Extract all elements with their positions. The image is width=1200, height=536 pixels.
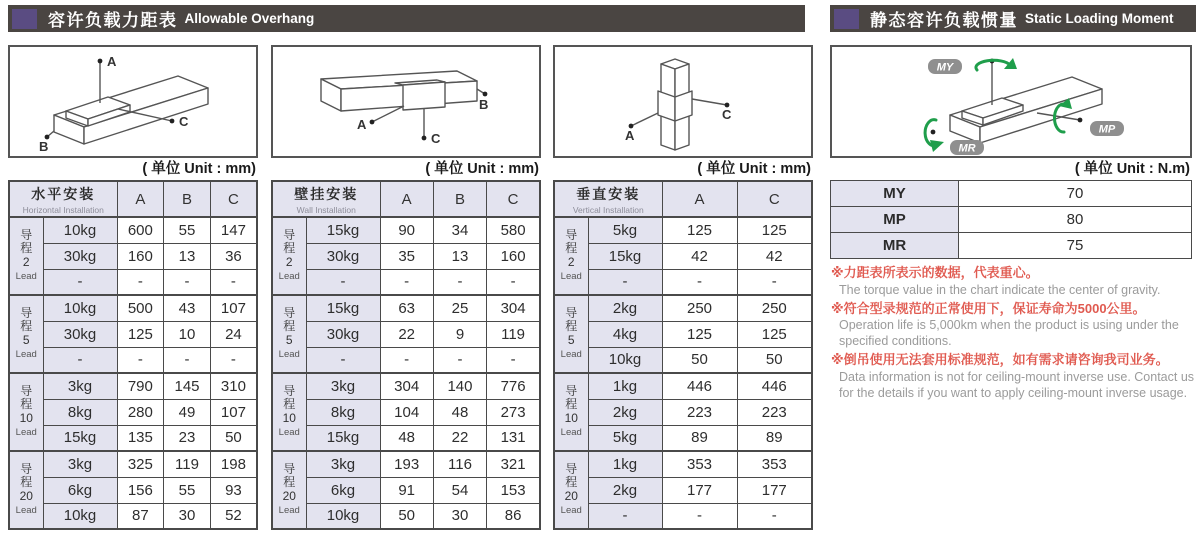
load-cell: 3kg	[306, 373, 380, 399]
table-row	[272, 321, 540, 347]
load-cell: 10kg	[43, 503, 117, 529]
value-cell: 304	[380, 373, 433, 399]
value-cell: -	[380, 269, 433, 295]
table-row	[831, 207, 1192, 233]
value-cell: 353	[737, 451, 812, 477]
note-zh: ※倒吊使用无法套用标准规范，如有需求请咨询我司业务。	[831, 352, 1169, 368]
value-cell: 22	[433, 425, 486, 451]
load-cell: 15kg	[43, 425, 117, 451]
mp-badge: MP	[1098, 123, 1116, 136]
lead-header: 导 程 2 Lead	[272, 217, 306, 295]
moment-label: MY	[831, 181, 959, 207]
value-cell: 177	[737, 477, 812, 503]
load-cell: 1kg	[588, 451, 662, 477]
value-cell: 250	[737, 295, 812, 321]
point-b-label: B	[479, 97, 489, 112]
table-row	[9, 269, 257, 295]
moment-value: 80	[959, 207, 1192, 233]
value-cell: 91	[380, 477, 433, 503]
table-row	[554, 503, 812, 529]
value-cell: 34	[433, 217, 486, 243]
lead-header: 导 程 20 Lead	[9, 451, 43, 529]
load-cell: 2kg	[588, 399, 662, 425]
value-cell: 125	[737, 321, 812, 347]
column-header: A	[117, 181, 164, 217]
value-cell: 153	[487, 477, 540, 503]
value-cell: 125	[117, 321, 164, 347]
load-cell: 6kg	[306, 477, 380, 503]
table-row	[272, 269, 540, 295]
unit-label-mm: ( 单位 Unit : mm)	[425, 161, 539, 177]
value-cell: 145	[164, 373, 211, 399]
value-cell: -	[662, 269, 737, 295]
point-a-label: A	[625, 128, 635, 143]
moment-label: MP	[831, 207, 959, 233]
accent-square-icon	[834, 9, 859, 29]
unit-label-nm: ( 单位 Unit : N.m)	[1074, 161, 1190, 177]
value-cell: 446	[737, 373, 812, 399]
note-en: Operation life is 5,000km when the product is using under the specified conditions.	[839, 318, 1179, 349]
value-cell: -	[433, 269, 486, 295]
table-title: 水平安装 Horizontal Installation	[9, 181, 117, 217]
value-cell: 50	[210, 425, 257, 451]
value-cell: 48	[433, 399, 486, 425]
table-row	[554, 243, 812, 269]
load-cell: 15kg	[588, 243, 662, 269]
load-cell: 30kg	[306, 243, 380, 269]
table-row	[272, 295, 540, 321]
load-cell: 30kg	[306, 321, 380, 347]
point-a-label: A	[107, 54, 117, 69]
value-cell: -	[487, 347, 540, 373]
value-cell: 147	[210, 217, 257, 243]
lead-header: 导 程 5 Lead	[9, 295, 43, 373]
value-cell: 177	[662, 477, 737, 503]
note-zh: ※符合型录规范的正常使用下，保证寿命为5000公里。	[831, 300, 1146, 316]
table-row	[554, 217, 812, 243]
table-row	[554, 399, 812, 425]
value-cell: 107	[210, 295, 257, 321]
value-cell: 30	[433, 503, 486, 529]
table-row	[272, 451, 540, 477]
point-b-label: B	[39, 139, 49, 154]
left-section-header	[8, 5, 805, 32]
lead-header: 导 程 10 Lead	[272, 373, 306, 451]
value-cell: -	[433, 347, 486, 373]
value-cell: 600	[117, 217, 164, 243]
load-cell: 15kg	[306, 295, 380, 321]
lead-header: 导 程 2 Lead	[9, 217, 43, 295]
load-cell: 1kg	[588, 373, 662, 399]
load-cell: 5kg	[588, 425, 662, 451]
load-cell: 10kg	[43, 217, 117, 243]
table-row	[9, 321, 257, 347]
table-row	[554, 451, 812, 477]
value-cell: 10	[164, 321, 211, 347]
note-en: Data information is not for ceiling-mount inverse use. Contact us for the details if you want to apply ceiling-mount inverse usage.	[839, 369, 1195, 400]
value-cell: 24	[210, 321, 257, 347]
value-cell: 500	[117, 295, 164, 321]
note-item	[831, 264, 1200, 298]
value-cell: 776	[487, 373, 540, 399]
load-cell: 5kg	[588, 217, 662, 243]
vertical-installation-column	[553, 45, 813, 530]
column-header: A	[380, 181, 433, 217]
table-row	[272, 399, 540, 425]
wall-installation-diagram	[273, 47, 539, 156]
note-en: The torque value in the chart indicate the center of gravity.	[839, 282, 1161, 297]
moment-value: 75	[959, 233, 1192, 259]
table-row	[9, 373, 257, 399]
value-cell: 446	[662, 373, 737, 399]
moment-diagram-box	[830, 45, 1192, 158]
value-cell: 23	[164, 425, 211, 451]
value-cell: 30	[164, 503, 211, 529]
unit-label-mm: ( 单位 Unit : mm)	[697, 161, 811, 177]
load-cell: 6kg	[43, 477, 117, 503]
load-cell: 10kg	[306, 503, 380, 529]
column-header: B	[164, 181, 211, 217]
table-row	[272, 425, 540, 451]
value-cell: -	[117, 347, 164, 373]
point-c-label: C	[722, 107, 732, 122]
table-row	[272, 477, 540, 503]
value-cell: 223	[662, 399, 737, 425]
value-cell: 325	[117, 451, 164, 477]
horizontal-diagram-box	[8, 45, 258, 158]
table-row	[554, 477, 812, 503]
load-cell: -	[306, 269, 380, 295]
column-header: B	[433, 181, 486, 217]
value-cell: -	[117, 269, 164, 295]
value-cell: 223	[737, 399, 812, 425]
horizontal-installation-diagram	[10, 47, 256, 156]
value-cell: 50	[737, 347, 812, 373]
table-title: 壁挂安装 Wall Installation	[272, 181, 380, 217]
value-cell: 50	[662, 347, 737, 373]
value-cell: 580	[487, 217, 540, 243]
load-cell: 2kg	[588, 295, 662, 321]
vertical-table-host	[553, 180, 813, 530]
value-cell: 89	[737, 425, 812, 451]
value-cell: 119	[487, 321, 540, 347]
value-cell: 50	[380, 503, 433, 529]
load-cell: 15kg	[306, 217, 380, 243]
table-row	[272, 217, 540, 243]
value-cell: 35	[380, 243, 433, 269]
right-title-en: Static Loading Moment	[1025, 11, 1174, 26]
value-cell: 87	[117, 503, 164, 529]
table-row	[9, 347, 257, 373]
load-cell: -	[588, 503, 662, 529]
table-row	[9, 243, 257, 269]
lead-header: 导 程 2 Lead	[554, 217, 588, 295]
table-row	[9, 295, 257, 321]
value-cell: 310	[210, 373, 257, 399]
lead-header: 导 程 10 Lead	[9, 373, 43, 451]
table-row	[9, 217, 257, 243]
value-cell: -	[164, 347, 211, 373]
table-header-row	[272, 181, 540, 217]
right-title-zh: 静态容许负载惯量	[870, 11, 1018, 30]
table-header-row	[554, 181, 812, 217]
my-badge: MY	[936, 61, 954, 74]
static-moment-column	[830, 45, 1192, 259]
load-cell: 10kg	[43, 295, 117, 321]
table-row	[554, 373, 812, 399]
table-row	[9, 399, 257, 425]
table-row	[554, 295, 812, 321]
table-row	[9, 425, 257, 451]
lead-header: 导 程 20 Lead	[272, 451, 306, 529]
horizontal-installation-column	[8, 45, 258, 530]
value-cell: 13	[164, 243, 211, 269]
table-row	[9, 451, 257, 477]
value-cell: -	[210, 269, 257, 295]
static-moment-table	[830, 180, 1192, 259]
value-cell: 107	[210, 399, 257, 425]
wall-diagram-box	[271, 45, 541, 158]
table-row	[554, 321, 812, 347]
value-cell: 9	[433, 321, 486, 347]
point-c-label: C	[179, 114, 189, 129]
value-cell: -	[737, 269, 812, 295]
value-cell: -	[210, 347, 257, 373]
lead-header: 导 程 5 Lead	[272, 295, 306, 373]
value-cell: 52	[210, 503, 257, 529]
load-cell: -	[306, 347, 380, 373]
vertical-diagram-box	[553, 45, 813, 158]
value-cell: 42	[662, 243, 737, 269]
table-row	[9, 503, 257, 529]
moment-diagram	[832, 47, 1190, 156]
column-header: A	[662, 181, 737, 217]
value-cell: 63	[380, 295, 433, 321]
value-cell: 90	[380, 217, 433, 243]
value-cell: -	[662, 503, 737, 529]
value-cell: 135	[117, 425, 164, 451]
load-cell: 4kg	[588, 321, 662, 347]
value-cell: 353	[662, 451, 737, 477]
table-row	[272, 503, 540, 529]
load-cell: 3kg	[306, 451, 380, 477]
value-cell: 160	[117, 243, 164, 269]
load-cell: 8kg	[306, 399, 380, 425]
value-cell: 198	[210, 451, 257, 477]
table-title: 垂直安装 Vertical Installation	[554, 181, 662, 217]
note-zh: ※力距表所表示的数据，代表重心。	[831, 265, 1039, 280]
load-cell: -	[43, 347, 117, 373]
value-cell: 48	[380, 425, 433, 451]
left-title-en: Allowable Overhang	[184, 11, 315, 26]
unit-label-mm: ( 单位 Unit : mm)	[142, 161, 256, 177]
value-cell: 86	[487, 503, 540, 529]
value-cell: 125	[662, 321, 737, 347]
load-cell: 30kg	[43, 321, 117, 347]
note-item	[831, 300, 1200, 350]
value-cell: 156	[117, 477, 164, 503]
left-title-zh: 容许负载力距表	[48, 11, 178, 30]
value-cell: 160	[487, 243, 540, 269]
mr-badge: MR	[958, 142, 976, 155]
load-cell: 30kg	[43, 243, 117, 269]
wall-table-host	[271, 180, 541, 530]
load-cell: 3kg	[43, 451, 117, 477]
value-cell: 280	[117, 399, 164, 425]
value-cell: 25	[433, 295, 486, 321]
load-cell: -	[588, 269, 662, 295]
value-cell: 89	[662, 425, 737, 451]
moment-label: MR	[831, 233, 959, 259]
load-cell: 8kg	[43, 399, 117, 425]
table-row	[272, 347, 540, 373]
value-cell: -	[737, 503, 812, 529]
value-cell: 13	[433, 243, 486, 269]
value-cell: 36	[210, 243, 257, 269]
value-cell: 104	[380, 399, 433, 425]
value-cell: 49	[164, 399, 211, 425]
value-cell: 55	[164, 477, 211, 503]
value-cell: -	[380, 347, 433, 373]
value-cell: 54	[433, 477, 486, 503]
installation-table	[553, 180, 813, 530]
installation-table	[271, 180, 541, 530]
value-cell: 22	[380, 321, 433, 347]
vertical-installation-diagram	[555, 47, 811, 156]
column-header: C	[210, 181, 257, 217]
column-header: C	[737, 181, 812, 217]
note-item	[831, 351, 1200, 401]
value-cell: -	[164, 269, 211, 295]
moment-value: 70	[959, 181, 1192, 207]
table-row	[272, 373, 540, 399]
value-cell: 125	[662, 217, 737, 243]
table-row	[9, 477, 257, 503]
load-cell: 3kg	[43, 373, 117, 399]
point-c-label: C	[431, 131, 441, 146]
load-cell: 15kg	[306, 425, 380, 451]
wall-installation-column	[271, 45, 541, 530]
value-cell: 93	[210, 477, 257, 503]
table-row	[272, 243, 540, 269]
value-cell: 42	[737, 243, 812, 269]
value-cell: 273	[487, 399, 540, 425]
value-cell: 116	[433, 451, 486, 477]
notes-block	[831, 264, 1200, 403]
lead-header: 导 程 5 Lead	[554, 295, 588, 373]
lead-header: 导 程 20 Lead	[554, 451, 588, 529]
value-cell: 140	[433, 373, 486, 399]
value-cell: 131	[487, 425, 540, 451]
value-cell: 125	[737, 217, 812, 243]
load-cell: 2kg	[588, 477, 662, 503]
load-cell: -	[43, 269, 117, 295]
table-row	[831, 181, 1192, 207]
value-cell: 790	[117, 373, 164, 399]
value-cell: 193	[380, 451, 433, 477]
table-row	[831, 233, 1192, 259]
accent-square-icon	[12, 9, 37, 29]
table-row	[554, 269, 812, 295]
right-section-header	[830, 5, 1196, 32]
value-cell: 43	[164, 295, 211, 321]
value-cell: 304	[487, 295, 540, 321]
table-row	[554, 347, 812, 373]
value-cell: 321	[487, 451, 540, 477]
value-cell: -	[487, 269, 540, 295]
column-header: C	[487, 181, 540, 217]
lead-header: 导 程 10 Lead	[554, 373, 588, 451]
value-cell: 119	[164, 451, 211, 477]
value-cell: 55	[164, 217, 211, 243]
installation-table	[8, 180, 258, 530]
value-cell: 250	[662, 295, 737, 321]
point-a-label: A	[357, 117, 367, 132]
horizontal-table-host	[8, 180, 258, 530]
table-header-row	[9, 181, 257, 217]
load-cell: 10kg	[588, 347, 662, 373]
table-row	[554, 425, 812, 451]
